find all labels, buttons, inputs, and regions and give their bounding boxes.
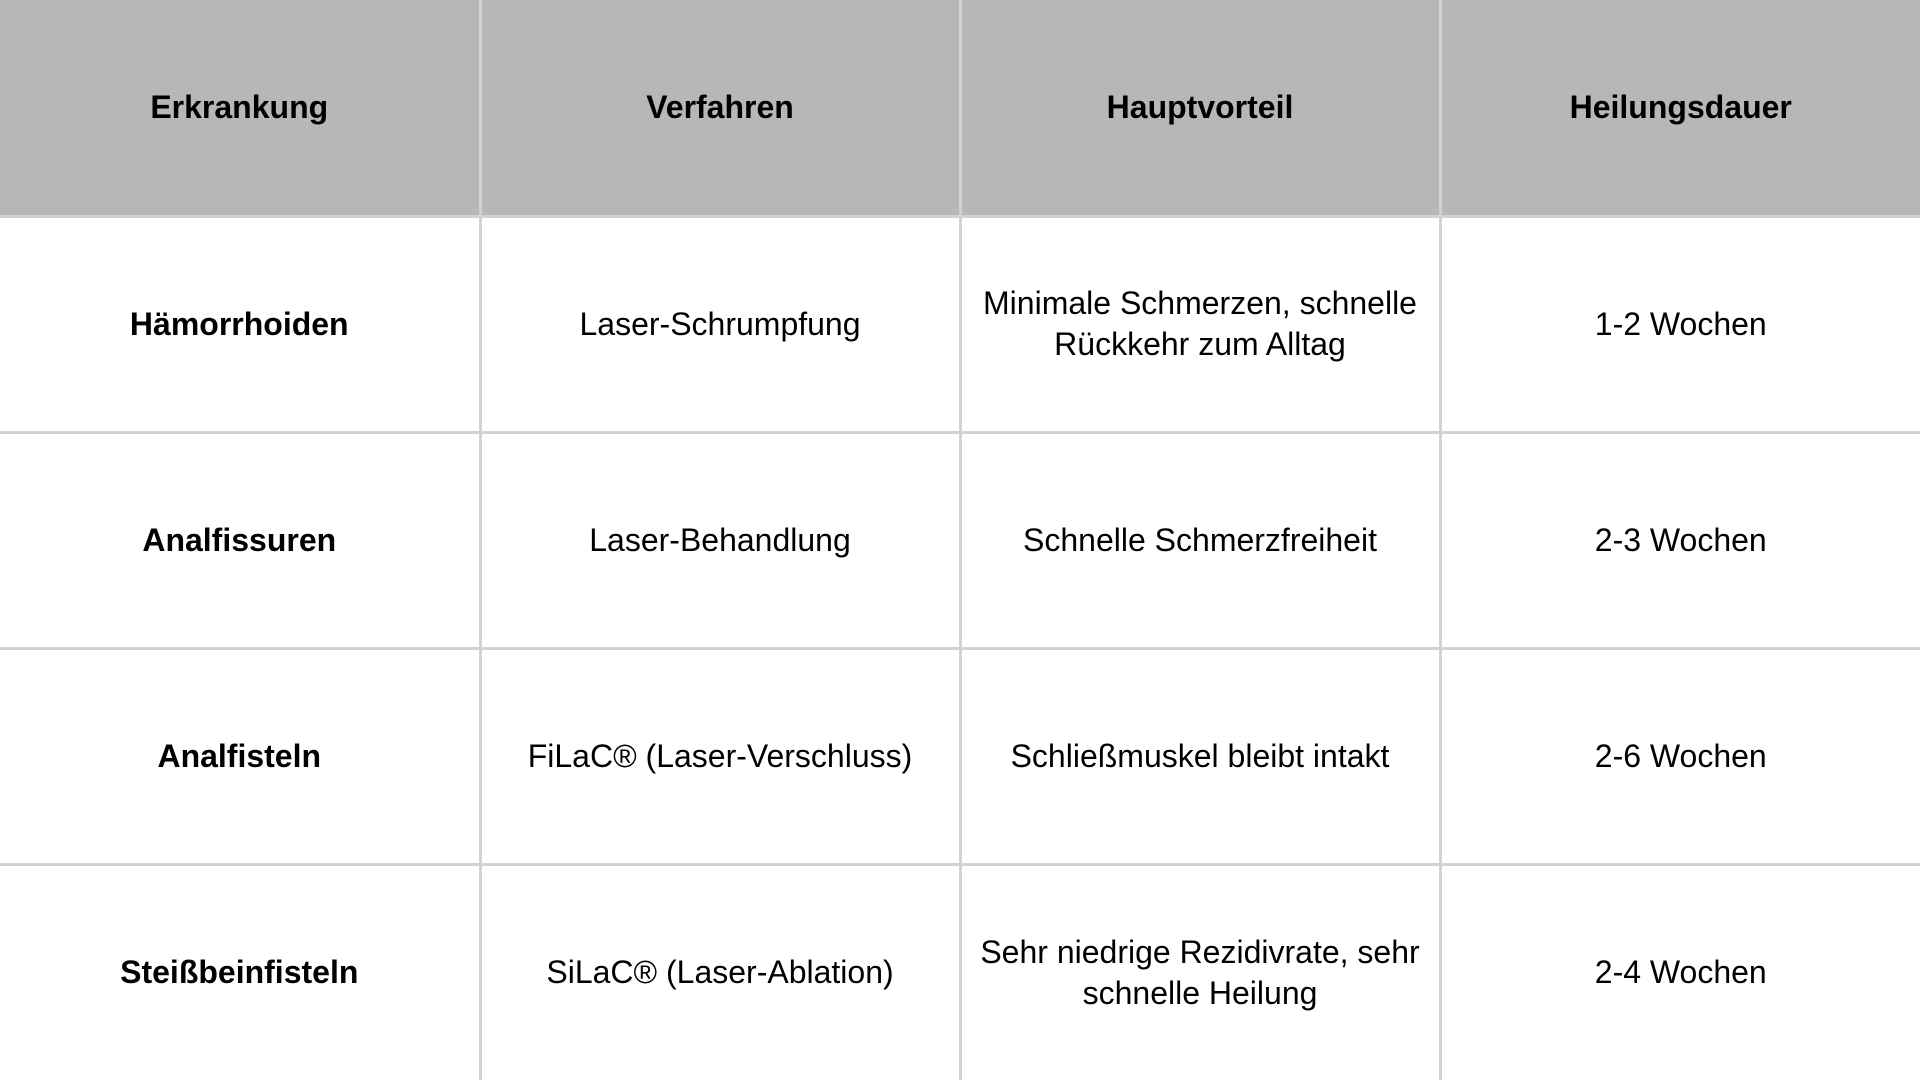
header-hauptvorteil: Hauptvorteil xyxy=(960,0,1440,216)
cell-healing-time: 1-2 Wochen xyxy=(1440,216,1920,432)
table-row xyxy=(0,648,1920,864)
cell-healing-time: 2-4 Wochen xyxy=(1440,864,1920,1080)
table-row xyxy=(0,216,1920,432)
cell-condition: Steißbeinfisteln xyxy=(0,864,480,1080)
header-heilungsdauer: Heilungsdauer xyxy=(1440,0,1920,216)
cell-procedure: Laser-Behandlung xyxy=(480,432,960,648)
header-row xyxy=(0,0,1920,216)
cell-procedure: SiLaC® (Laser-Ablation) xyxy=(480,864,960,1080)
cell-healing-time: 2-6 Wochen xyxy=(1440,648,1920,864)
header-erkrankung: Erkrankung xyxy=(0,0,480,216)
cell-healing-time: 2-3 Wochen xyxy=(1440,432,1920,648)
cell-condition: Hämorrhoiden xyxy=(0,216,480,432)
cell-main-benefit: Minimale Schmerzen, schnelle Rückkehr zum Alltag xyxy=(960,216,1440,432)
table-row xyxy=(0,864,1920,1080)
table-body xyxy=(0,216,1920,1080)
table-header xyxy=(0,0,1920,216)
cell-main-benefit: Schließmuskel bleibt intakt xyxy=(960,648,1440,864)
cell-procedure: FiLaC® (Laser-Verschluss) xyxy=(480,648,960,864)
cell-condition: Analfisteln xyxy=(0,648,480,864)
table-row xyxy=(0,432,1920,648)
cell-condition: Analfissuren xyxy=(0,432,480,648)
cell-main-benefit: Sehr niedrige Rezidivrate, sehr schnelle Heilung xyxy=(960,864,1440,1080)
cell-procedure: Laser-Schrumpfung xyxy=(480,216,960,432)
cell-main-benefit: Schnelle Schmerzfreiheit xyxy=(960,432,1440,648)
header-verfahren: Verfahren xyxy=(480,0,960,216)
